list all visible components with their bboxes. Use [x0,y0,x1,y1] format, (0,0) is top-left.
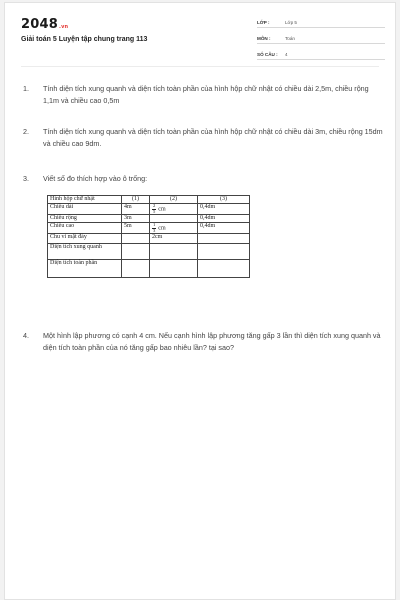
table-header-cell: (1) [122,196,150,204]
table-row [48,215,250,223]
table-cell: 0,4dm [198,204,250,215]
table-cell [198,260,250,278]
row-label: Chiều cao [48,223,122,234]
logo-suffix: .vn [58,24,69,30]
unit: cm [158,206,166,213]
document-title: Giải toán 5 Luyện tập chung trang 113 [21,36,148,43]
row-label: Diện tích toàn phần [48,260,122,278]
row-label: Chiều dài [48,204,122,215]
table-cell: 5m [122,223,150,234]
fraction-numerator: 2 [153,203,156,208]
table-row [48,204,250,215]
question-number: 2. [23,127,29,136]
table-cell: 3m [122,215,150,223]
meta-row-class [257,17,385,28]
site-logo[interactable] [21,17,68,32]
question-4 [21,330,383,353]
table-cell [198,234,250,244]
meta-value: 4 [285,52,288,57]
measurement-table [47,195,250,278]
table-cell [122,244,150,260]
meta-label: SỐ CÂU : [257,52,278,57]
question-text: Một hình lập phương có cạnh 4 cm. Nếu cạnh hình lập phương tăng gấp 3 lần thì diện tích xung quanh và diện tích toàn phần của nó tăng gấp bao nhiêu lần? tại sao? [43,331,381,352]
row-label: Chiều rộng [48,215,122,223]
table-cell [122,234,150,244]
table-cell [150,244,198,260]
table-cell: 2cm [150,234,198,244]
question-number: 3. [23,174,29,183]
table-header-cell: (2) [150,196,198,204]
table-row [48,260,250,278]
question-number: 4. [23,331,29,340]
meta-row-count [257,49,385,60]
row-label: Diện tích xung quanh [48,244,122,260]
question-text: Tính diện tích xung quanh và diện tích toàn phần của hình hộp chữ nhật có chiều dài 3m, chiều rộng 15dm và chiều cao 9dm. [43,127,383,148]
question-text: Tính diện tích xung quanh và diện tích toàn phần của hình hộp chữ nhật có chiều dài 2,5m, chiều rộng 1,1m và chiều cao 0,5m [43,84,369,105]
table-cell: 4m [122,204,150,215]
meta-value: Lớp 5 [285,20,297,25]
fraction-numerator: 1 [153,222,156,228]
table-row [48,244,250,260]
question-2 [21,126,383,149]
table-row [48,234,250,244]
meta-label: LỚP : [257,20,270,25]
table-cell-fraction [150,204,198,215]
question-3 [21,173,383,185]
table-cell [150,260,198,278]
meta-label: MÔN : [257,36,271,41]
logo-text: 2048 [21,17,58,32]
table-row [48,223,250,234]
fraction-denominator: 3 [153,227,156,233]
table-cell: 0,4dm [198,223,250,234]
meta-row-subject [257,33,385,44]
table-cell [122,260,150,278]
table-cell [198,244,250,260]
fraction [152,204,156,214]
question-text: Viết số đo thích hợp vào ô trống: [43,174,148,183]
table-cell: 0,4dm [198,215,250,223]
meta-panel [257,17,385,65]
fraction [152,223,156,233]
meta-value: Toán [285,36,295,41]
row-label: Chu vi mặt đáy [48,234,122,244]
table-cell [150,215,198,223]
table-header-cell: Hình hộp chữ nhật [48,196,122,204]
unit: cm [158,225,166,232]
question-1 [21,83,383,106]
table-header-cell: (3) [198,196,250,204]
table-cell-fraction [150,223,198,234]
table-header-row [48,196,250,204]
header-divider [21,66,379,67]
fraction-denominator: 5 [153,208,156,214]
question-number: 1. [23,84,29,93]
document-page [4,2,396,600]
